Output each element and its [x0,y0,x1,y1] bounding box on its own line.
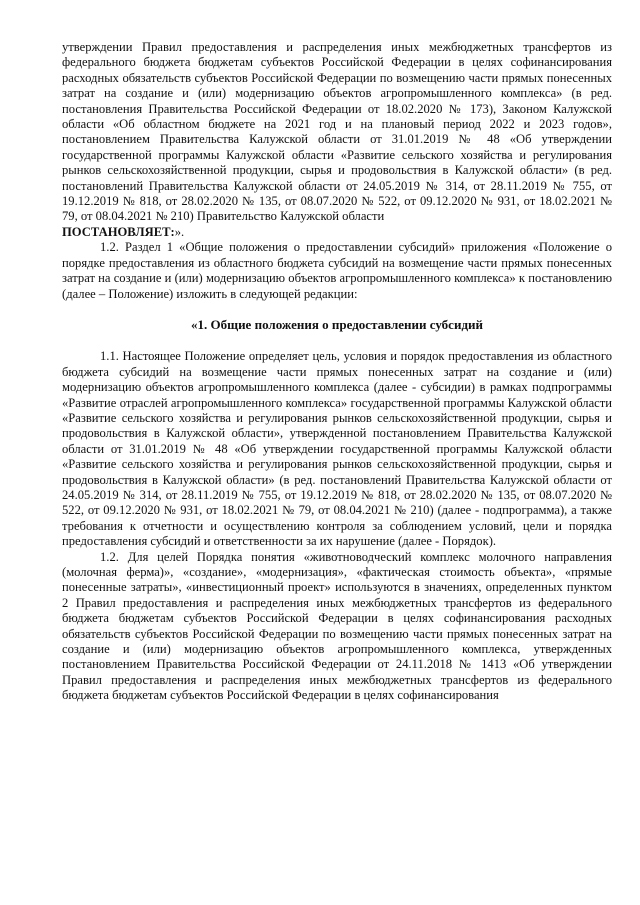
intro-paragraph [62,40,612,240]
paragraph-1-2: 1.2. Для целей Порядка понятия «животноводческий комплекс молочного направления (молочная ферма)», «создание», «модернизация», «фактическая стоимость объекта», «прямые понесенные затраты», «инвестиционный проект» используются в значениях, определенных пунктом 2 Правил предоставления и распределения иных межбюджетных трансфертов из федерального бюджета бюджетам субъектов Российской Федерации в целях софинансирования расходных обязательств субъектов Российской Федерации по возмещению части прямых понесенных затрат на создание и (или) модернизацию объектов агропромышленного комплекса, утвержденных постановлением Правительства Российской Федерации от 24.11.2018 № 1413 «Об утверждении Правил предоставления и распределения иных межбюджетных трансфертов из федерального бюджета бюджетам субъектов Российской Федерации в целях софинансирования [62,549,612,703]
paragraph-1-1: 1.1. Настоящее Положение определяет цель, условия и порядок предоставления из областного бюджета субсидий на возмещение части прямых понесенных затрат на создание и (или) модернизацию объектов агропромышленного комплекса (далее - субсидии) в рамках подпрограммы «Развитие отраслей агропромышленного комплекса» государственной программы Калужской области «Развитие сельского хозяйства и регулирования рынков сельскохозяйственной продукции, сырья и продовольствия в Калужской области», утвержденной постановлением Правительства Калужской области от 31.01.2019 № 48 «Об утверждении государственной программы Калужской области «Развитие сельского хозяйства и регулирования рынков сельскохозяйственной продукции, сырья и продовольствия в Калужской области» (в ред. постановлений Правительства Калужской области от 24.05.2019 № 314, от 28.11.2019 № 755, от 19.12.2019 № 818, от 28.02.2020 № 135, от 08.07.2020 № 522, от 09.12.2020 № 931, от 18.02.2021 № 79, от 08.04.2021 № 210) (далее - подпрограмма), а также требования к отчетности и осуществлению контроля за соблюдением условий, цели и порядка предоставления субсидий и ответственности за их нарушение (далее - Порядок). [62,349,612,549]
decree-word: ПОСТАНОВЛЯЕТ: [62,224,175,239]
decree-tail: ». [174,224,185,239]
section-heading: «1. Общие положения о предоставлении субсидий [190,316,483,332]
document-page [62,40,612,704]
intro-text: утверждении Правил предоставления и распределения иных межбюджетных трансфертов из федерального бюджета бюджетам субъектов Российской Федерации в целях софинансирования расходных обязательств субъектов Российской Федерации по возмещению части прямых понесенных затрат на создание и (или) модернизацию объектов агропромышленного комплекса» (в ред. постановления Правительства Российской Федерации от 18.02.2020 № 173), Законом Калужской области «Об областном бюджете на 2021 год и на плановый период 2022 и 2023 годов», постановлением Правительства Калужской области от 31.01.2019 № 48 «Об утверждении государственной программы Калужской области «Развитие сельского хозяйства и регулирования рынков сельскохозяйственной продукции, сырья и продовольствия в Калужской области» (в ред. постановлений Правительства Калужской области от 24.05.2019 № 314, от 28.11.2019 № 755, от 19.12.2019 № 818, от 28.02.2020 № 135, от 08.07.2020 № 522, от 09.12.2020 № 931, от 18.02.2021 № 79, от 08.04.2021 № 210) Правительство Калужской области [62,40,612,224]
item-1-2-paragraph: 1.2. Раздел 1 «Общие положения о предоставлении субсидий» приложения «Положение о порядке предоставления из областного бюджета субсидий на возмещение части прямых понесенных затрат на создание и (или) модернизацию объектов агропромышленного комплекса» к постановлению (далее – Положение) изложить в следующей редакции: [62,240,612,301]
